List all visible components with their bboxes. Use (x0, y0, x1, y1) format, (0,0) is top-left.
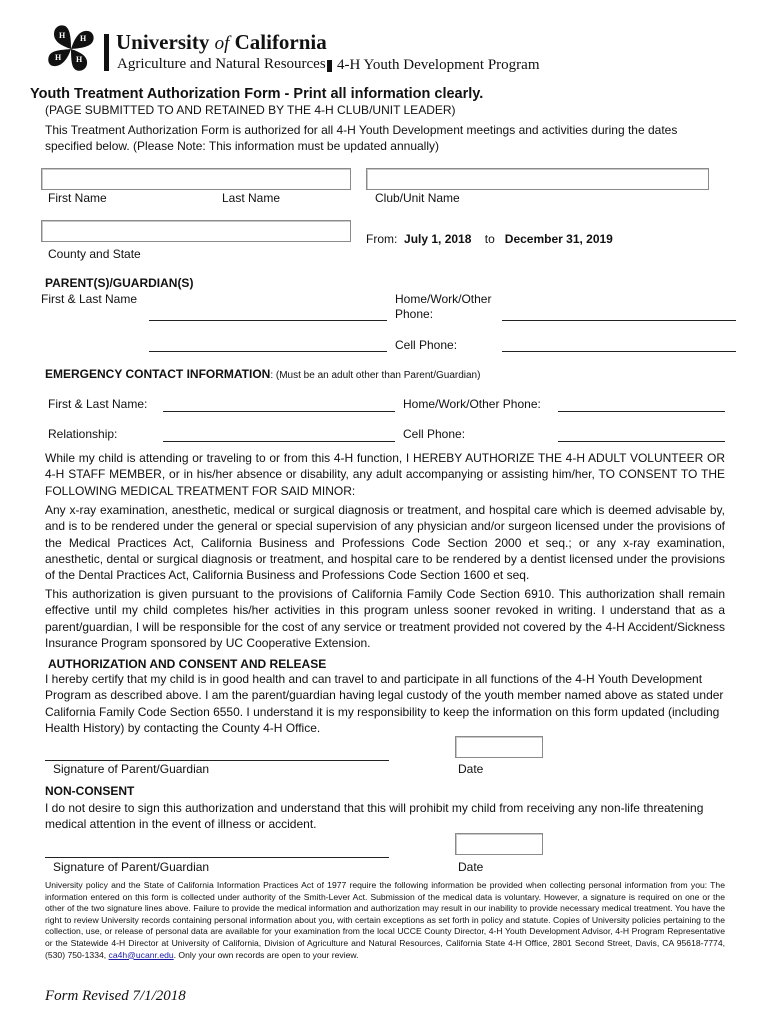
form-revised: Form Revised 7/1/2018 (45, 988, 186, 1004)
nonconsent-signature-label: Signature of Parent/Guardian (53, 860, 210, 874)
form-subtitle: (PAGE SUBMITTED TO AND RETAINED BY THE 4-H CLUB/UNIT LEADER) (45, 103, 456, 117)
name-input[interactable] (41, 168, 351, 190)
division-name: Agriculture and Natural Resources (117, 56, 326, 72)
header-bar (104, 34, 109, 71)
emergency-cell-label: Cell Phone: (403, 427, 466, 441)
first-name-label: First Name (48, 191, 107, 205)
policy-text: University policy and the State of California Information Practices Act of 1977 require the following information be provided when collecting personal information from you: The information entered on this form is collected under authority of the Smith-Lever Act. Submission of the medical data is voluntary. However, a signature is required on one or the other of the two signature lines above. Failure to provide the medical information and authorization may result in our inability to provide necessary medical treatment. You have the right to review University records containing personal information about you, with certain exceptions as set forth in policy and statute. Copies of University policies pertaining to the collection, use, or release of personal data are available for your examination from the local UCCE County Director, 4-H Youth Development Advisor, 4-H Program Representative or the Statewide 4-H Director at University of California, Division of Agriculture and Natural Resources, California State 4-H Office, 2801 Second Street, Davis, CA 95618-7774, (530) 750-1334, ca4h@ucanr.edu. Only your own records are open to your review. (45, 880, 725, 960)
consent-date-input[interactable] (455, 736, 543, 758)
emergency-heading: EMERGENCY CONTACT INFORMATION: (Must be an adult other than Parent/Guardian) (45, 367, 481, 381)
parent-cell-label: Cell Phone: (395, 338, 458, 352)
emergency-cell-line[interactable] (558, 441, 725, 442)
consent-signature-line[interactable] (45, 760, 389, 761)
svg-text:H: H (59, 31, 66, 40)
intro-line-2: specified below. (Please Note: This information must be updated annually) (45, 139, 440, 153)
parent-name-line[interactable] (149, 320, 387, 321)
parent-phone-label-2: Phone: (395, 307, 434, 321)
intro-line-1: This Treatment Authorization Form is authorized for all 4-H Youth Development meetings and activities during the dates (45, 123, 678, 137)
email-link[interactable]: ca4h@ucanr.edu (108, 949, 174, 960)
emergency-name-line[interactable] (163, 411, 395, 412)
emergency-phone-label: Home/Work/Other Phone: (403, 397, 541, 411)
consent-heading: AUTHORIZATION AND CONSENT AND RELEASE (48, 657, 327, 671)
to-label: to (484, 232, 495, 246)
club-unit-input[interactable] (366, 168, 709, 190)
program-name: 4-H Youth Development Program (337, 57, 540, 73)
consent-text: I hereby certify that my child is in good health and can travel to and participate in all functions of the 4-H Youth Development Program as described above. I am the parent/guardian having legal custody of the youth member named above as stated under California Family Code Section 6550. I understand it is my responsibility to keep the information on this form updated (including Health History) by contacting the County 4-H Office. (45, 672, 724, 735)
parent-phone-line[interactable] (502, 320, 736, 321)
consent-date-label: Date (458, 762, 484, 776)
parent-cell-line[interactable] (502, 351, 736, 352)
nonconsent-signature-line[interactable] (45, 857, 389, 858)
from-label: From: (366, 232, 398, 246)
program-marker (327, 60, 332, 72)
svg-text:H: H (80, 34, 87, 43)
treatment-paragraph: Any x-ray examination, anesthetic, medical or surgical diagnosis or treatment, and hospital care which is deemed advisable by, and is to be rendered under the general or special supervision of any physician and/or surgeon licensed under the provisions of the Medical Practices Act, California Business and Professions Code Section 2000 et seq.; or any x-ray examination, anesthetic, dental or surgical diagnosis or treatment, and hospital care to be rendered by a dentist licensed under the provisions of the Dental Practices Act, California Business and Professions Code Section 1600 et seq. (45, 503, 725, 583)
emergency-phone-line[interactable] (558, 411, 725, 412)
svg-text:H: H (76, 55, 83, 64)
university-title: University of California (116, 30, 327, 54)
parent-name-label: First & Last Name (41, 292, 138, 306)
parent-name-line-2[interactable] (149, 351, 387, 352)
parents-heading: PARENT(S)/GUARDIAN(S) (45, 276, 194, 290)
consent-signature-label: Signature of Parent/Guardian (53, 762, 210, 776)
county-state-label: County and State (48, 247, 141, 261)
svg-text:H: H (55, 53, 62, 62)
date-range (366, 232, 613, 246)
relationship-label: Relationship: (48, 427, 118, 441)
county-state-input[interactable] (41, 220, 351, 242)
last-name-label: Last Name (222, 191, 281, 205)
relationship-line[interactable] (163, 441, 395, 442)
from-date: July 1, 2018 (404, 232, 472, 246)
nonconsent-heading: NON-CONSENT (45, 784, 135, 798)
to-date: December 31, 2019 (504, 232, 613, 246)
nonconsent-text: I do not desire to sign this authorization and understand that this will prohibit my child from receiving any non-life threatening medical attention in the event of illness or accident. (45, 801, 704, 832)
nonconsent-date-input[interactable] (455, 833, 543, 855)
authorization-paragraph: While my child is attending or traveling to or from this 4-H function, I HEREBY AUTHORIZE THE 4-H ADULT VOLUNTEER OR 4-H STAFF MEMBER, or in his/her absence or disability, any adult accompanying or assisting him/her, TO CONSENT TO THE FOLLOWING MEDICAL TREATMENT FOR SAID MINOR: (45, 451, 725, 498)
club-unit-label: Club/Unit Name (375, 191, 460, 205)
emergency-name-label: First & Last Name: (48, 397, 148, 411)
pursuant-paragraph: This authorization is given pursuant to the provisions of California Family Code Section 6910. This authorization shall remain effective until my child completes his/her activities in this program unless sooner revoked in writing. I understand that as a parent/guardian, I will be responsible for the cost of any service or treatment provided not covered by the 4-H Accident/Sickness Insurance Program sponsored by UC Cooperative Extension. (45, 587, 725, 650)
parent-phone-label-1: Home/Work/Other (395, 292, 492, 306)
clover-logo (40, 22, 102, 76)
form-title: Youth Treatment Authorization Form - Print all information clearly. (30, 86, 484, 102)
nonconsent-date-label: Date (458, 860, 484, 874)
